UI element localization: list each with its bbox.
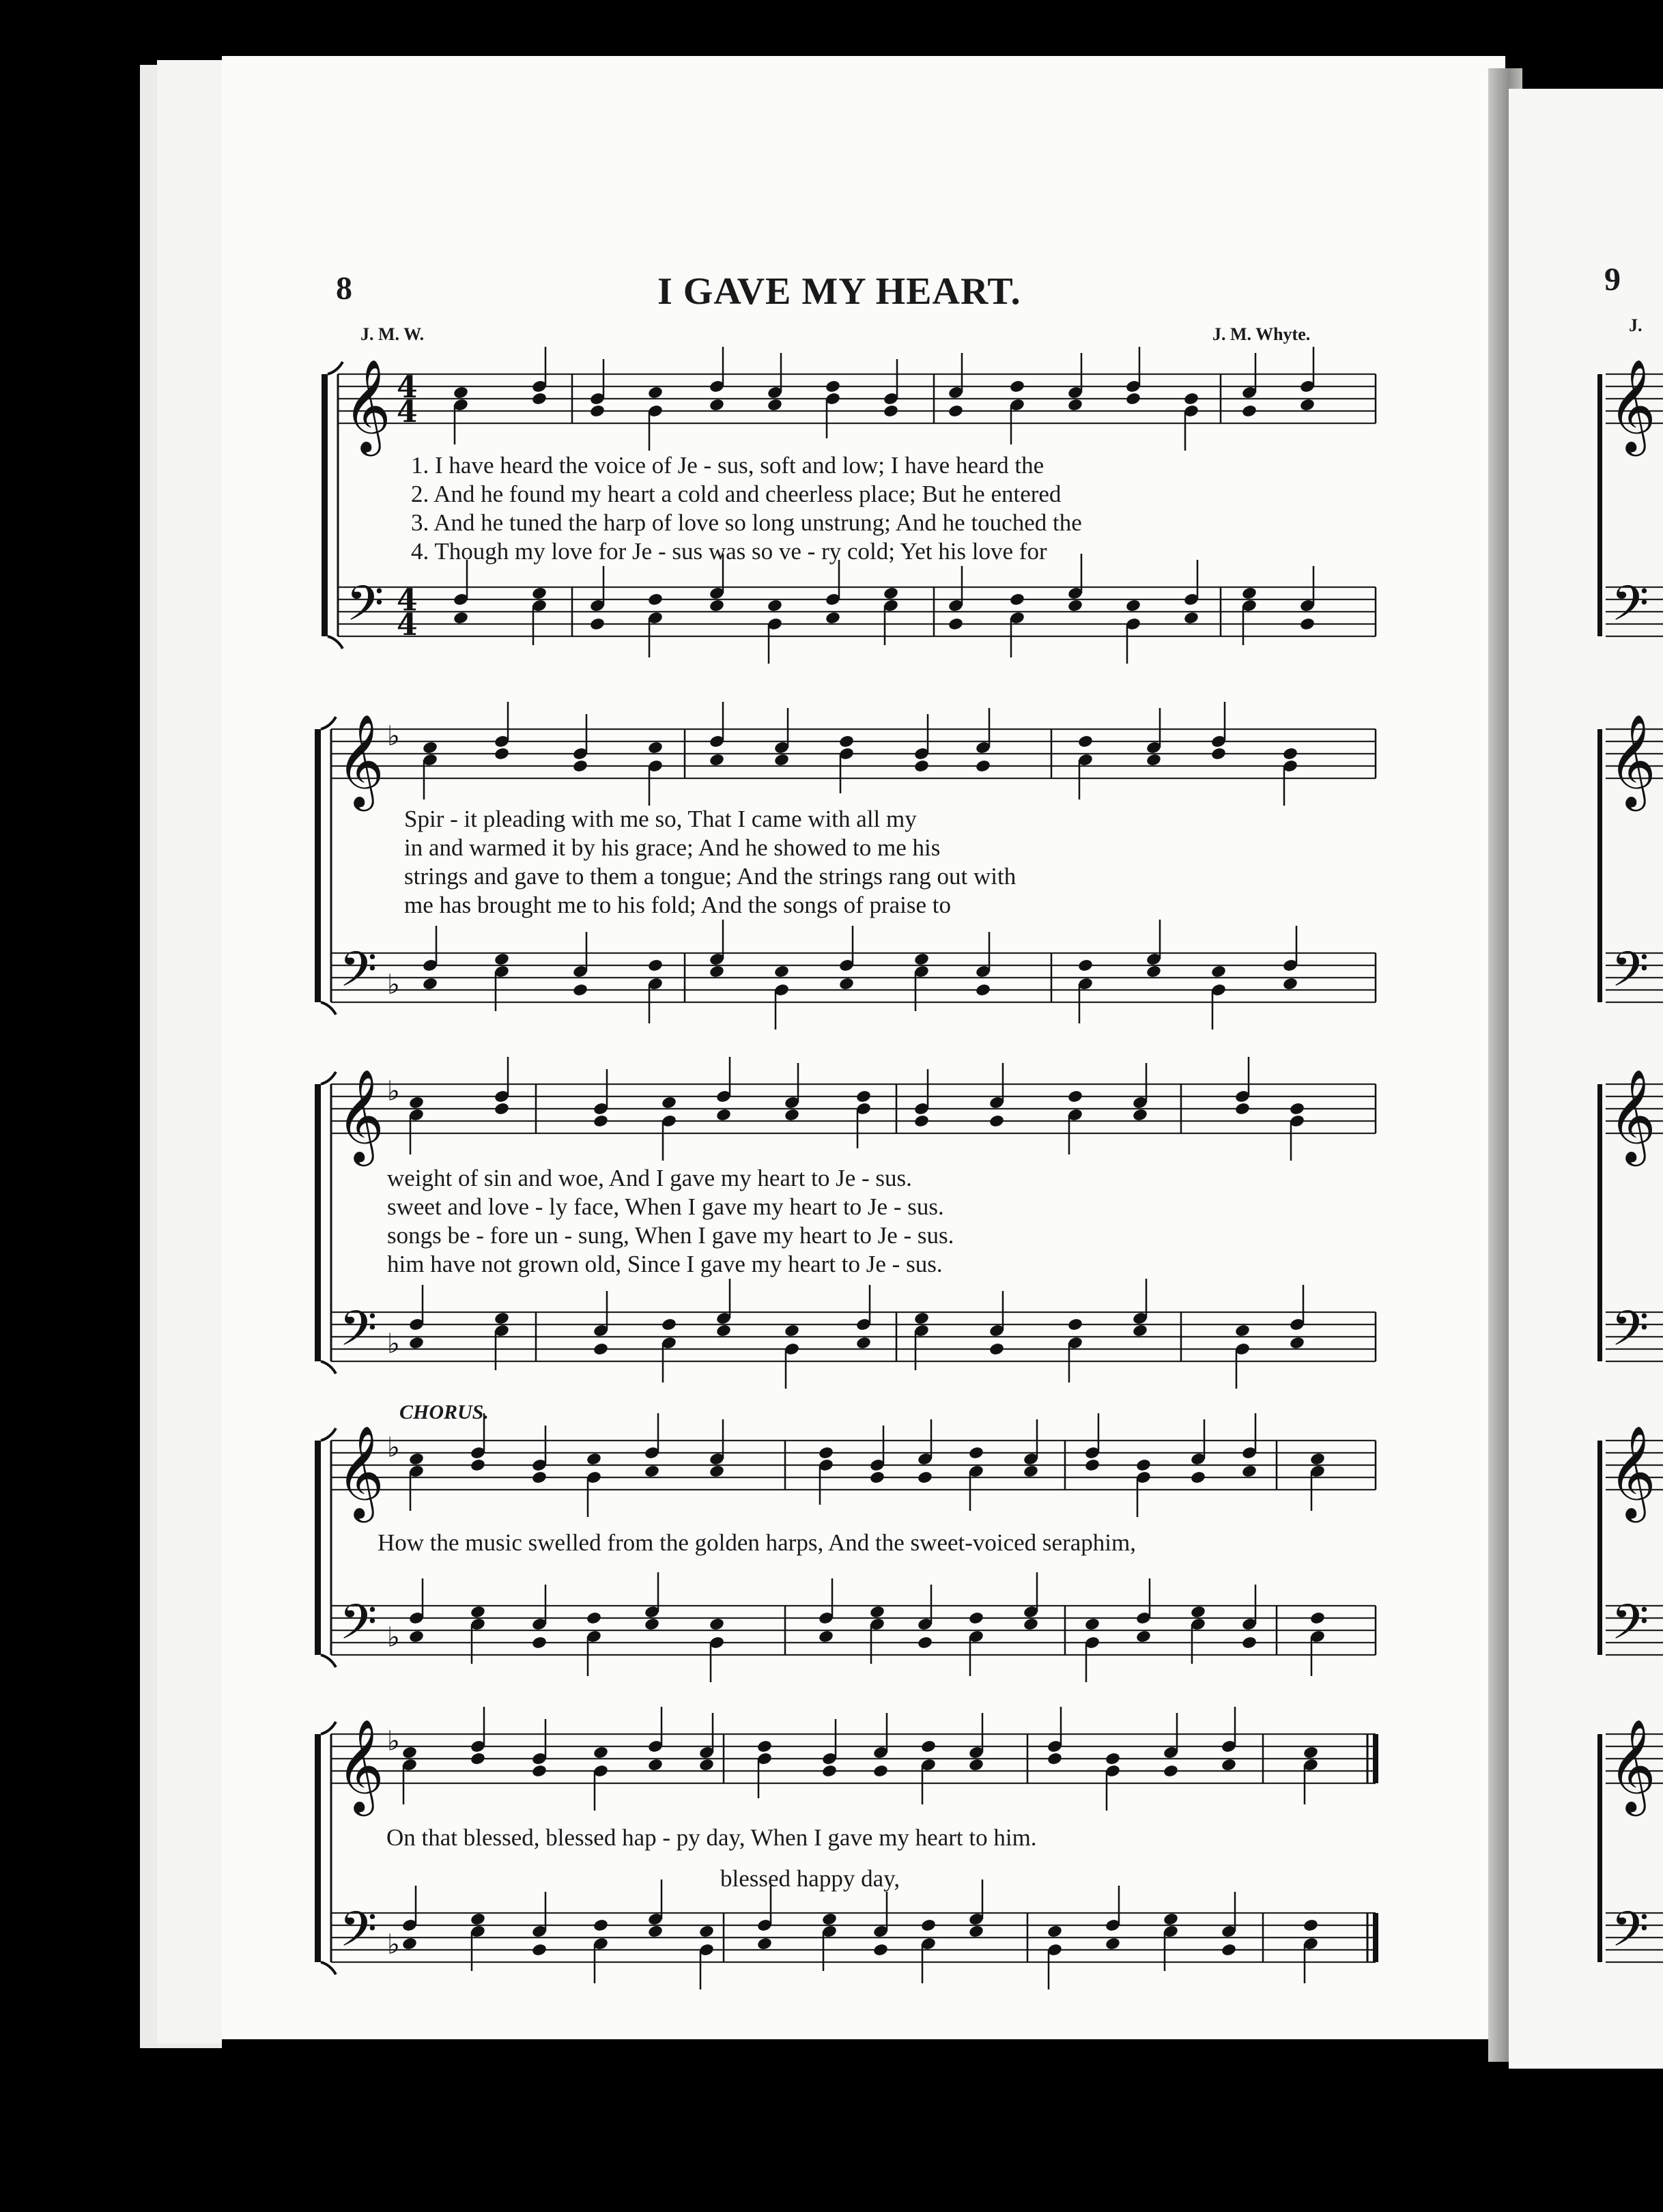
time-signature: 4 <box>397 370 418 405</box>
note-head <box>647 1758 664 1772</box>
note-head <box>709 753 725 767</box>
final-lyric-line: On that blessed, blessed hap - py day, When I gave my heart to him. <box>386 1824 1037 1851</box>
facing-brace <box>1597 1734 1602 1962</box>
note-head <box>531 1943 548 1957</box>
verse-line-2: in and warmed it by his grace; And he showed to me his <box>404 834 941 861</box>
note-head <box>1132 1108 1148 1122</box>
note-head <box>975 759 991 774</box>
note-head <box>1282 747 1298 761</box>
note-head <box>698 1758 715 1772</box>
note-head <box>1047 1752 1063 1766</box>
note-head <box>470 1605 486 1619</box>
system-brace <box>315 1734 321 1962</box>
note-head <box>913 759 930 774</box>
verse-line-1: weight of sin and woe, And I gave my heart to Je - sus. <box>387 1165 912 1191</box>
bass-clef: 𝄢 <box>339 1594 378 1662</box>
note-head <box>869 1605 885 1619</box>
bass-clef: 𝄢 <box>1611 1301 1649 1369</box>
note-head <box>1309 1611 1326 1626</box>
note-head <box>709 398 725 412</box>
chorus-lyric-line: How the music swelled from the golden harps, And the sweet-voiced seraphim, <box>378 1529 1136 1556</box>
note-head <box>494 747 510 761</box>
note-head <box>1125 392 1141 406</box>
system-brace <box>315 1441 321 1655</box>
facing-brace <box>1597 374 1602 636</box>
note-head <box>818 1446 834 1460</box>
bass-clef: 𝄢 <box>1611 1901 1649 1970</box>
note-head <box>593 1342 609 1357</box>
note-head <box>1234 1324 1251 1338</box>
note-head <box>920 1740 937 1754</box>
note-head <box>470 1752 486 1766</box>
note-head <box>1023 1617 1039 1632</box>
verse-line-1: 1. I have heard the voice of Je - sus, soft and low; I have heard the <box>411 452 1044 479</box>
note-head <box>1077 959 1094 973</box>
note-head <box>698 1925 715 1939</box>
flat-sign: ♭ <box>387 1929 400 1961</box>
treble-clef: 𝄞 <box>1608 1068 1656 1162</box>
note-head <box>531 1764 548 1778</box>
note-head <box>756 1937 773 1951</box>
note-head <box>408 1630 425 1644</box>
facing-page-number: 9 <box>1604 261 1621 298</box>
system-brace <box>315 1084 321 1361</box>
note-head <box>821 1912 838 1927</box>
note-head <box>767 599 783 613</box>
note-head <box>593 1918 609 1933</box>
note-head <box>1067 398 1083 412</box>
facing-brace <box>1597 1084 1602 1361</box>
note-head <box>855 1336 872 1350</box>
note-head <box>1210 747 1227 761</box>
note-head <box>453 611 469 625</box>
note-head <box>1289 1336 1305 1350</box>
note-head <box>422 741 438 755</box>
note-head <box>1241 1464 1257 1479</box>
note-head <box>470 1912 486 1927</box>
note-head <box>1067 1318 1083 1332</box>
note-head <box>784 1108 800 1122</box>
note-head <box>589 404 606 419</box>
note-head <box>661 1096 677 1110</box>
facing-credit: J. <box>1629 315 1643 335</box>
verse-line-4: him have not grown old, Since I gave my heart to Je - sus. <box>387 1251 943 1277</box>
note-head <box>913 1114 930 1129</box>
flat-sign: ♭ <box>387 969 400 1001</box>
note-head <box>1241 1636 1257 1650</box>
note-head <box>1067 599 1083 613</box>
verse-line-1: Spir - it pleading with me so, That I came with all my <box>404 806 917 832</box>
treble-clef: 𝄞 <box>1608 358 1656 452</box>
note-head <box>821 1764 838 1778</box>
facing-brace <box>1597 1441 1602 1655</box>
note-head <box>586 1452 602 1466</box>
system-brace <box>328 636 343 649</box>
note-head <box>593 1746 609 1760</box>
note-head <box>401 1937 418 1951</box>
flat-sign: ♭ <box>387 1621 400 1654</box>
bass-clef: 𝄢 <box>339 1901 378 1970</box>
note-head <box>1282 977 1298 991</box>
note-head <box>1221 1758 1237 1772</box>
note-head <box>872 1764 889 1778</box>
note-head <box>715 1324 732 1338</box>
note-head <box>913 1311 930 1326</box>
note-head <box>1084 1458 1100 1473</box>
system-brace <box>321 1655 336 1667</box>
note-head <box>1067 1090 1083 1104</box>
flat-sign: ♭ <box>387 1432 400 1464</box>
note-head <box>989 1114 1005 1129</box>
note-head <box>593 1114 609 1129</box>
verse-line-3: songs be - fore un - sung, When I gave my heart to Je - sus. <box>387 1222 954 1249</box>
note-head <box>756 1740 773 1754</box>
system-brace <box>321 1072 336 1084</box>
note-head <box>917 1636 933 1650</box>
note-head <box>401 1746 418 1760</box>
note-head <box>644 1464 660 1479</box>
bass-clef: 𝄢 <box>346 576 384 644</box>
treble-clef: 𝄞 <box>337 1424 384 1518</box>
note-head <box>968 1611 984 1626</box>
note-head <box>709 965 725 979</box>
note-head <box>1210 965 1227 979</box>
note-head <box>709 1617 725 1632</box>
flat-sign: ♭ <box>387 1328 400 1360</box>
note-head <box>1234 1102 1251 1116</box>
note-head <box>1023 1464 1039 1479</box>
note-head <box>968 1758 984 1772</box>
note-head <box>470 1458 486 1473</box>
note-head <box>1183 392 1199 406</box>
system-brace <box>315 729 321 1002</box>
note-head <box>1183 611 1199 625</box>
alternate-lyric: blessed happy day, <box>720 1865 900 1892</box>
note-head <box>1241 586 1257 601</box>
note-head <box>715 1108 732 1122</box>
note-head <box>818 1630 834 1644</box>
flat-sign: ♭ <box>387 1075 400 1107</box>
bass-clef: 𝄢 <box>1611 1594 1649 1662</box>
system-brace <box>321 1722 336 1734</box>
note-head <box>948 617 964 632</box>
verse-line-2: sweet and love - ly face, When I gave my heart to Je - sus. <box>387 1193 944 1220</box>
verse-line-3: 3. And he tuned the harp of love so long unstrung; And he touched the <box>411 509 1082 536</box>
note-head <box>1135 1630 1152 1644</box>
verse-line-4: 4. Though my love for Je - sus was so ve - ry cold; Yet his love for <box>411 538 1047 565</box>
chorus-label: CHORUS. <box>399 1401 489 1423</box>
verse-line-4: me has brought me to his fold; And the songs of praise to <box>404 892 952 918</box>
note-head <box>1125 599 1141 613</box>
note-head <box>968 1446 984 1460</box>
time-signature: 4 <box>397 583 418 618</box>
note-head <box>1009 380 1025 394</box>
note-head <box>1299 398 1316 412</box>
note-head <box>531 1636 548 1650</box>
system-brace <box>321 1428 336 1441</box>
composer-credit: J. M. Whyte. <box>1212 324 1311 344</box>
note-head <box>572 983 588 997</box>
treble-clef: 𝄞 <box>343 358 391 452</box>
note-head <box>948 404 964 419</box>
note-head <box>968 1925 984 1939</box>
note-head <box>647 593 664 607</box>
note-head <box>825 380 841 394</box>
note-head <box>767 398 783 412</box>
facing-brace <box>1597 729 1602 1002</box>
note-head <box>1077 735 1094 749</box>
system-brace <box>321 1002 336 1015</box>
note-head <box>494 1102 510 1116</box>
note-head <box>1163 1764 1179 1778</box>
treble-clef: 𝄞 <box>337 1068 384 1162</box>
note-head <box>1009 593 1025 607</box>
note-head <box>869 1471 885 1485</box>
page-number: 8 <box>336 270 352 307</box>
note-head <box>1105 1937 1121 1951</box>
bass-clef: 𝄢 <box>339 1301 378 1369</box>
note-head <box>1221 1943 1237 1957</box>
note-head <box>408 1452 425 1466</box>
treble-clef: 𝄞 <box>1608 1424 1656 1518</box>
note-head <box>1135 1458 1152 1473</box>
lyricist-credit: J. M. W. <box>360 324 425 344</box>
note-head <box>784 1324 800 1338</box>
note-head <box>855 1090 872 1104</box>
system-brace <box>321 717 336 729</box>
system-brace <box>328 362 343 374</box>
note-head <box>883 404 899 419</box>
note-head <box>838 977 855 991</box>
note-head <box>913 952 930 967</box>
note-head <box>647 959 664 973</box>
note-head <box>1241 404 1257 419</box>
system-brace <box>322 374 328 636</box>
note-head <box>989 1342 1005 1357</box>
note-head <box>1047 1925 1063 1939</box>
note-head <box>1303 1746 1319 1760</box>
note-head <box>647 386 664 400</box>
note-head <box>1146 753 1162 767</box>
note-head <box>1163 1912 1179 1927</box>
note-head <box>920 1918 937 1933</box>
note-head <box>975 983 991 997</box>
song-title: I GAVE MY HEART. <box>657 270 1021 313</box>
note-head <box>872 1943 889 1957</box>
flat-sign: ♭ <box>387 1725 400 1757</box>
note-head <box>773 965 790 979</box>
note-head <box>408 1096 425 1110</box>
note-head <box>453 386 469 400</box>
note-head <box>838 735 855 749</box>
bass-clef: 𝄢 <box>1611 941 1649 1010</box>
note-head <box>709 1464 725 1479</box>
bass-clef: 𝄢 <box>339 941 378 1010</box>
flat-sign: ♭ <box>387 720 400 752</box>
note-head <box>883 586 899 601</box>
note-head <box>494 952 510 967</box>
note-head <box>661 1318 677 1332</box>
time-signature: 4 <box>397 608 418 642</box>
bass-clef: 𝄢 <box>1611 576 1649 644</box>
note-head <box>1132 1324 1148 1338</box>
note-head <box>531 392 548 406</box>
note-head <box>1105 1752 1121 1766</box>
note-head <box>1299 617 1316 632</box>
note-head <box>709 599 725 613</box>
note-head <box>647 1925 664 1939</box>
note-head <box>408 1336 425 1350</box>
note-head <box>1190 1471 1206 1485</box>
treble-clef: 𝄞 <box>1608 1718 1656 1812</box>
treble-clef: 𝄞 <box>1608 713 1656 807</box>
verse-line-2: 2. And he found my heart a cold and cheerless place; But he entered <box>411 481 1062 507</box>
note-head <box>773 753 790 767</box>
note-head <box>586 1611 602 1626</box>
note-head <box>572 759 588 774</box>
note-head <box>531 586 548 601</box>
note-head <box>1309 1452 1326 1466</box>
system-brace <box>321 1962 336 1974</box>
verse-line-3: strings and gave to them a tongue; And the strings rang out with <box>404 863 1017 890</box>
note-head <box>1303 1918 1319 1933</box>
treble-clef: 𝄞 <box>337 713 384 807</box>
note-head <box>647 741 664 755</box>
treble-clef: 𝄞 <box>337 1718 384 1812</box>
note-head <box>1289 1102 1305 1116</box>
note-head <box>1146 965 1162 979</box>
system-brace <box>321 1361 336 1374</box>
time-signature: 4 <box>397 395 418 429</box>
note-head <box>422 977 438 991</box>
note-head <box>494 1311 510 1326</box>
note-head <box>531 1471 548 1485</box>
note-head <box>825 611 841 625</box>
note-head <box>644 1617 660 1632</box>
note-head <box>589 617 606 632</box>
note-head <box>1190 1605 1206 1619</box>
note-head <box>917 1471 933 1485</box>
note-head <box>1084 1617 1100 1632</box>
